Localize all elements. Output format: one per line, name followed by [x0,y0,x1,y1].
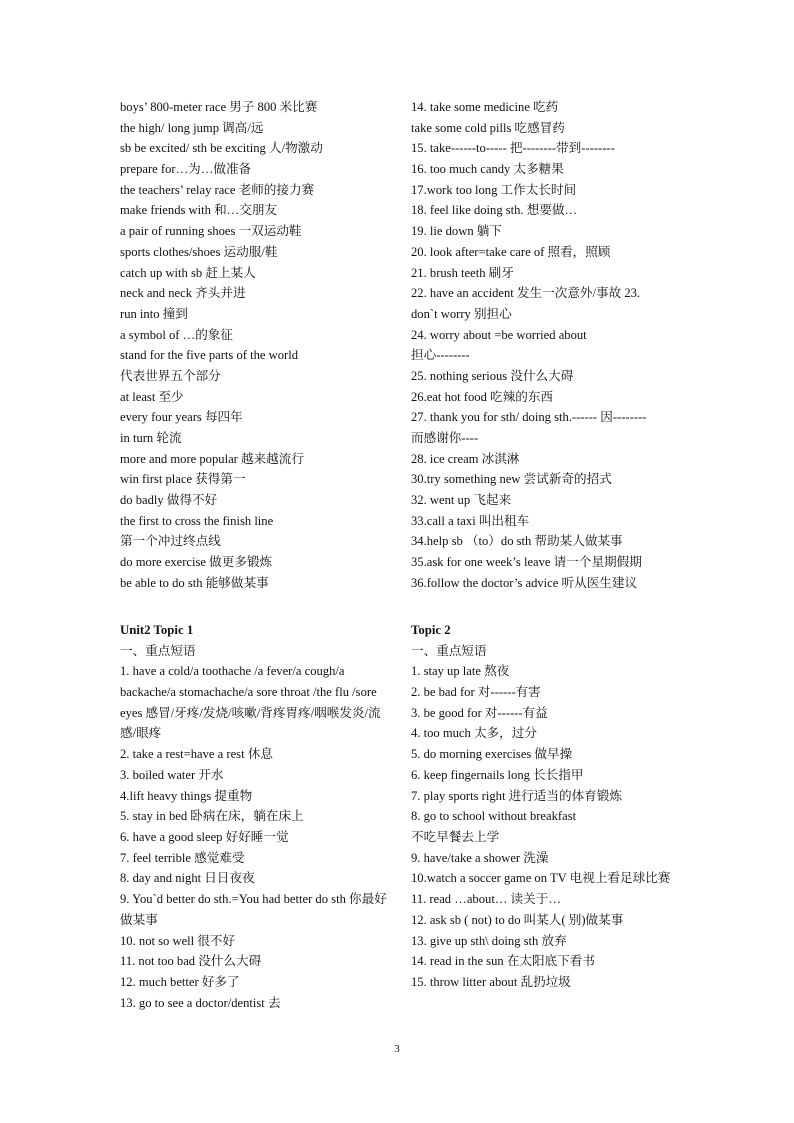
phrase-line: boys’ 800-meter race 男子 800 米比赛 [120,100,318,114]
phrase-line: a symbol of …的象征 [120,327,233,342]
section-subheading: 一、重点短语 [411,643,487,658]
phrase-line: 不吃早餐去上学 [411,830,500,844]
phrase-line: the first to cross the finish line [120,513,274,528]
phrase-line: 2. take a rest=have a rest 休息 [120,747,273,762]
section-subheading: 一、重点短语 [120,643,196,658]
phrase-line: win first place 获得第一 [120,472,246,487]
phrase-line: take some cold pills 吃感冒药 [411,120,565,135]
phrase-line: 8. day and night 日日夜夜 [120,871,255,886]
phrase-line: 5. stay in bed 卧病在床，躺在床上 [120,809,304,824]
phrase-line: 28. ice cream 冰淇淋 [411,451,520,466]
phrase-line: 14. read in the sun 在太阳底下看书 [411,954,595,969]
phrase-line: 7. play sports right 进行适当的体育锻炼 [411,788,622,803]
phrase-line: 17.work too long 工作太长时间 [411,182,577,197]
page-number: 3 [394,1043,400,1055]
phrase-line: make friends with 和…交朋友 [120,203,278,218]
phrase-line: 8. go to school without breakfast [411,809,577,824]
phrase-line: 7. feel terrible 感觉难受 [120,850,245,865]
phrase-line: neck and neck 齐头并进 [120,286,246,301]
unit2-topic1-section [120,620,388,1013]
phrase-line: 1. stay up late 熬夜 [411,664,510,679]
phrase-line: 4.lift heavy things 提重物 [120,788,253,803]
phrase-line: sb be excited/ sth be exciting 人/物激动 [120,141,323,156]
phrase-line: 25. nothing serious 没什么大碍 [411,368,574,383]
phrase-line: 5. do morning exercises 做早操 [411,747,573,762]
phrase-line: in turn 轮流 [120,431,182,445]
phrase-line: 12. much better 好多了 [120,974,240,989]
phrase-line: 26.eat hot food 吃辣的东西 [411,389,554,404]
phrase-line: 33.call a taxi 叫出租车 [411,513,530,528]
phrase-line: the teachers’ relay race 老师的接力赛 [120,182,315,197]
phrase-line: 6. keep fingernails long 长长指甲 [411,767,584,782]
phrase-line: every four years 每四年 [120,410,243,425]
phrase-line: at least 至少 [120,389,184,404]
phrase-line: sports clothes/shoes 运动服/鞋 [120,244,278,259]
phrase-line: 19. lie down 躺下 [411,224,502,239]
phrase-line: do badly 做得不好 [120,493,218,508]
phrase-line: 第一个冲过终点线 [120,534,221,549]
phrase-line: 30.try something new 尝试新奇的招式 [411,472,612,487]
phrase-line: 13. give up sth\ doing sth 放弃 [411,933,567,948]
phrase-line: 22. have an accident 发生一次意外/事故 23. [411,286,641,301]
phrase-line: 3. be good for 对------有益 [411,705,548,720]
phrase-line: 18. feel like doing sth. 想要做… [411,203,578,218]
phrase-line: a pair of running shoes 一双运动鞋 [120,224,302,239]
phrase-line: 36.follow the doctor’s advice 听从医生建议 [411,575,638,590]
topic2-section [411,620,693,993]
phrase-line: 14. take some medicine 吃药 [411,100,559,114]
phrase-line: stand for the five parts of the world [120,348,299,363]
phrase-line: do more exercise 做更多锻炼 [120,555,273,570]
phrase-line: 11. read …about… 读关于… [411,892,561,907]
section-heading: Unit2 Topic 1 [120,623,194,637]
phrase-line: 而感谢你---- [411,431,479,445]
phrase-line: 15. throw litter about 乱扔垃圾 [411,974,571,989]
phrase-line: more and more popular 越来越流行 [120,451,304,466]
phrase-line: don`t worry 别担心 [411,306,512,321]
phrase-line: 代表世界五个部分 [120,368,221,383]
phrase-line: 35.ask for one week’s leave 请一个星期假期 [411,555,642,570]
right-column-top [411,97,693,594]
phrase-line: 13. go to see a doctor/dentist 去 [120,995,281,1010]
phrase-line: 9. You`d better do sth.=You had better do sth 你最好做某事 [120,892,387,927]
phrase-line: 3. boiled water 开水 [120,767,224,782]
phrase-line: 6. have a good sleep 好好睡一觉 [120,830,289,844]
phrase-line: 1. have a cold/a toothache /a fever/a cough/a backache/a stomachache/a sore throat /the flu /sore eyes 感冒/牙疼/发烧/咳嗽/背疼胃疼/咽喉发炎/流感/眼疼 [120,664,381,741]
phrase-line: 20. look after=take care of 照看，照顾 [411,244,611,259]
phrase-line: 16. too much candy 太多糖果 [411,162,564,177]
phrase-line: 24. worry about =be worried about [411,327,587,342]
phrase-line: prepare for…为…做准备 [120,162,252,177]
phrase-line: 11. not too bad 没什么大碍 [120,954,262,969]
phrase-line: 担心-------- [411,348,470,363]
phrase-line: 12. ask sb ( not) to do 叫某人( 别)做某事 [411,912,624,927]
phrase-line: 10. not so well 很不好 [120,933,236,948]
phrase-line: 4. too much 太多，过分 [411,726,537,741]
phrase-line: run into 撞到 [120,306,188,321]
phrase-line: 34.help sb （to）do sth 帮助某人做某事 [411,534,623,549]
section-heading: Topic 2 [411,623,451,637]
left-column-top [120,97,388,594]
phrase-line: 27. thank you for sth/ doing sth.------ 因-------- [411,410,647,425]
phrase-line: 9. have/take a shower 洗澡 [411,850,549,865]
phrase-line: 15. take------to----- 把--------带到-------- [411,141,615,156]
phrase-line: 32. went up 飞起来 [411,493,512,508]
phrase-line: be able to do sth 能够做某事 [120,575,269,590]
phrase-line: the high/ long jump 调高/远 [120,120,264,135]
phrase-line: catch up with sb 赶上某人 [120,265,256,280]
phrase-line: 10.watch a soccer game on TV 电视上看足球比赛 [411,871,671,886]
phrase-line: 2. be bad for 对------有害 [411,685,541,700]
phrase-line: 21. brush teeth 刷牙 [411,265,514,280]
